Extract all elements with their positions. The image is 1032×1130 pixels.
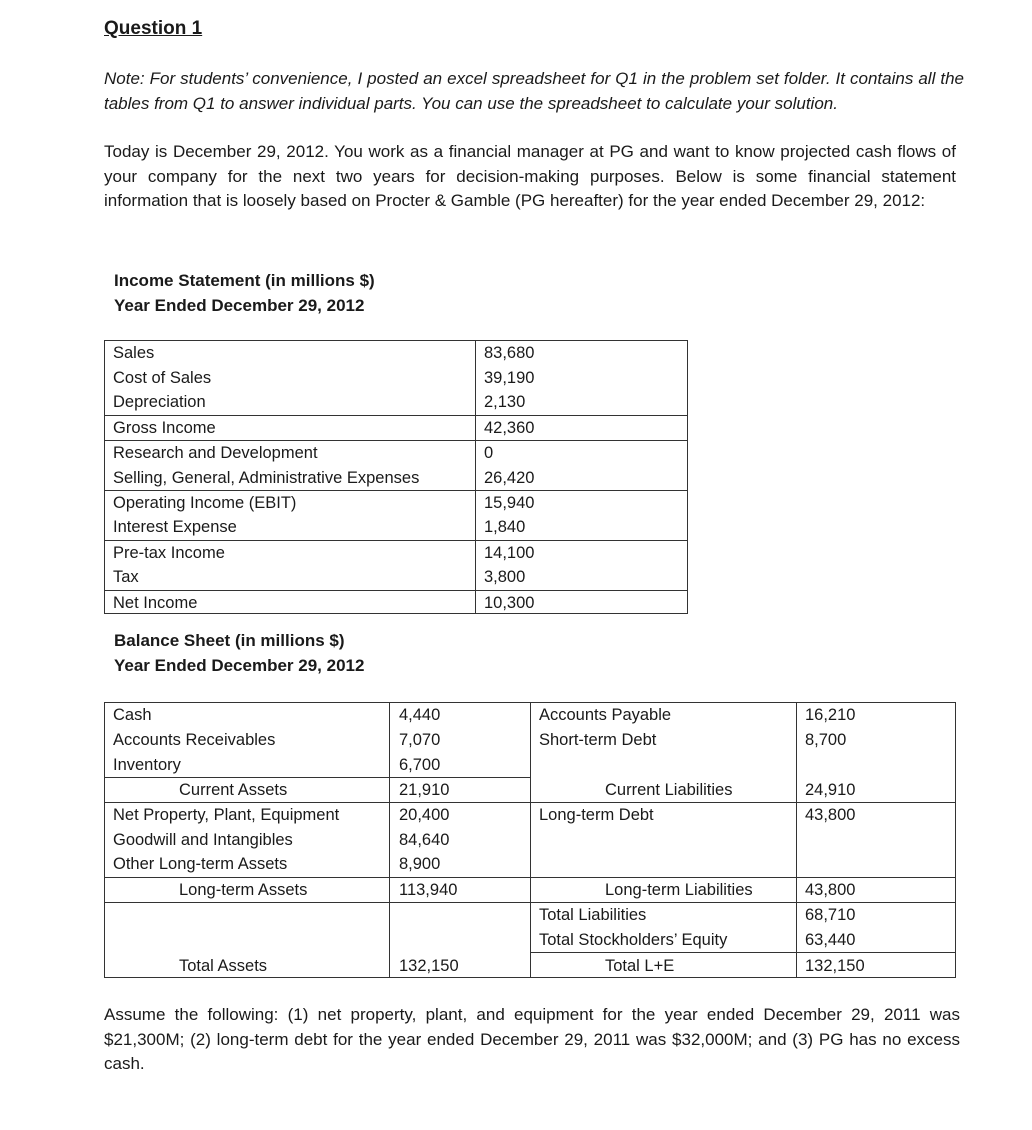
liability-value: 43,800 [805,881,856,899]
asset-value: 84,640 [399,831,450,849]
asset-value: 132,150 [399,957,459,975]
asset-label: Cash [113,706,152,724]
table-row: Operating Income (EBIT) 15,940 [113,494,535,512]
balance-sheet-heading [114,628,364,678]
asset-value: 21,910 [399,781,450,799]
liability-value: 68,710 [805,906,856,924]
asset-value: 20,400 [399,806,450,824]
asset-label: Other Long-term Assets [113,855,288,873]
table-row: Pre-tax Income 14,100 [113,544,535,562]
asset-label: Long-term Assets [179,881,308,899]
balance-sheet-title: Balance Sheet (in millions $) [114,631,345,650]
table-row: Research and Development 0 [113,444,494,462]
income-statement-title: Income Statement (in millions $) [114,271,375,290]
table-row: Gross Income 42,360 [113,419,535,437]
liability-value: 24,910 [805,781,856,799]
assumptions-paragraph: Assume the following: (1) net property, plant, and equipment for the year ended December 29, 2011 was $21,300M; (2) long-term debt for the year ended December 29, 2011 was $32,000M; and (3) PG has no excess cash. [104,1005,960,1073]
asset-label: Accounts Receivables [113,731,276,749]
asset-label: Net Property, Plant, Equipment [113,806,340,824]
liability-value: 63,440 [805,931,856,949]
liability-value: 132,150 [805,957,865,975]
asset-value: 6,700 [399,756,441,774]
liability-label: Current Liabilities [605,781,733,799]
liability-label: Accounts Payable [539,706,672,724]
asset-label: Total Assets [179,957,268,975]
intro-paragraph: Today is December 29, 2012. You work as a financial manager at PG and want to know projected cash flows of your company for the next two years for decision-making purposes. Below is some financial statement information that is loosely based on Procter & Gamble (PG hereafter) for the year ended December 29, 2012: [104,142,956,210]
liability-label: Total L+E [605,957,675,975]
table-row: Depreciation 2,130 [113,393,526,411]
liability-label: Long-term Liabilities [605,881,753,899]
income-statement-table [104,340,688,614]
table-row: Cost of Sales 39,190 [113,369,535,387]
asset-value: 7,070 [399,731,441,749]
table-row: Selling, General, Administrative Expenses 26,420 [113,469,535,487]
table-row: Sales 83,680 [113,344,535,362]
balance-sheet-period: Year Ended December 29, 2012 [114,656,365,675]
liability-value: 43,800 [805,806,856,824]
asset-value: 113,940 [399,881,458,899]
income-statement-heading [114,268,375,318]
liability-value: 16,210 [805,706,856,724]
asset-label: Current Assets [179,781,288,799]
liability-label: Total Liabilities [539,906,647,924]
asset-value: 4,440 [399,706,441,724]
table-row: Tax 3,800 [113,568,526,586]
table-row: Net Income 10,300 [113,594,535,612]
income-statement-period: Year Ended December 29, 2012 [114,296,365,315]
note-paragraph: Note: For students’ convenience, I posted an excel spreadsheet for Q1 in the problem set folder. It contains all the tables from Q1 to answer individual parts. You can use the spreadsheet to calculate your solution. [104,69,964,113]
asset-value: 8,900 [399,855,441,873]
table-row: Interest Expense 1,840 [113,518,526,536]
question-title: Question 1 [104,18,203,39]
asset-label: Inventory [113,756,181,774]
liability-label: Short-term Debt [539,731,657,749]
liability-value: 8,700 [805,731,847,749]
liability-label: Long-term Debt [539,806,654,824]
balance-sheet-table [104,702,956,978]
asset-label: Goodwill and Intangibles [113,831,293,849]
liability-label: Total Stockholders’ Equity [539,931,728,949]
